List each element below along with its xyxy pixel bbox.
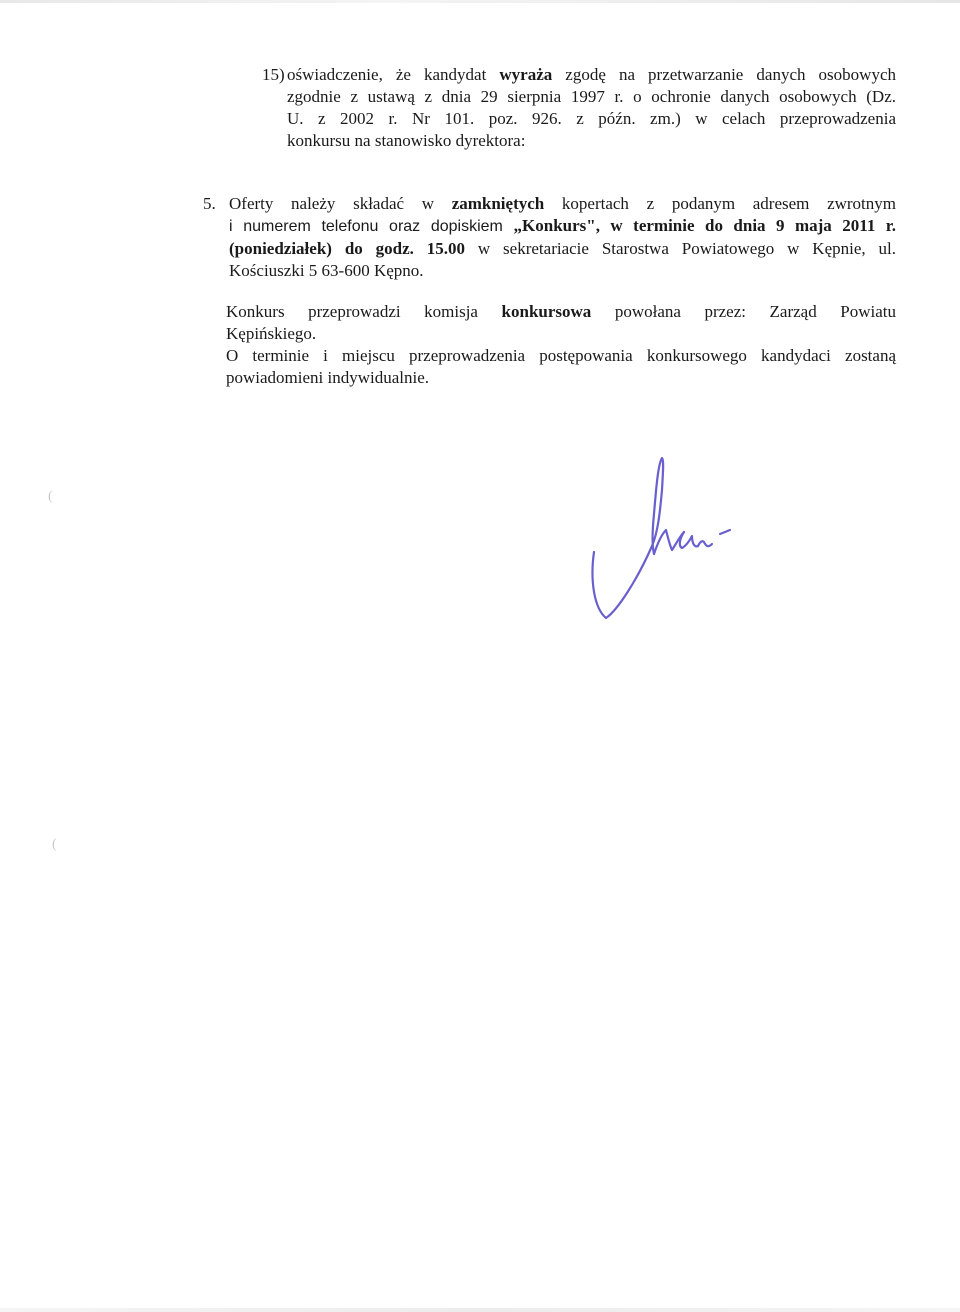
commission-bold: konkursowa	[501, 302, 592, 321]
commission-line-1	[226, 301, 896, 323]
item-5-line-3-bold: (poniedziałek) do godz. 15.00	[229, 239, 466, 258]
item-5-line-3	[229, 238, 896, 260]
scan-mark: (	[48, 489, 53, 504]
scan-mark: (	[52, 837, 57, 852]
item-5-line-1-text-before: Oferty należy składać w	[229, 194, 452, 213]
commission-before: Konkurs przeprowadzi komisja	[226, 302, 502, 321]
item-5-line-2-plain: i numerem telefonu oraz dopiskiem	[229, 218, 514, 235]
item-15-line-1-text-after: zgodę na przetwarzanie danych osobowych	[552, 65, 896, 84]
item-5-line-1-emphasis: zamkniętych	[451, 194, 545, 213]
item-15-number: 15)	[262, 65, 285, 84]
item-15-line-1-emphasis: wyraża	[499, 65, 553, 84]
notification-line-2: powiadomieni indywidualnie.	[226, 368, 430, 387]
item-15-line-2: zgodnie z ustawą z dnia 29 sierpnia 1997 r. o ochronie danych osobowych (Dz.	[287, 87, 896, 106]
item-5-line-1	[229, 193, 896, 215]
item-15-line-1-text-before: oświadczenie, że kandydat	[287, 65, 500, 84]
commission-line-2: Kępińskiego.	[226, 324, 317, 343]
item-5-line-2	[229, 215, 896, 238]
item-5-line-1-text-after: kopertach z podanym adresem zwrotnym	[544, 194, 897, 213]
notification-paragraph	[226, 345, 896, 389]
notification-line-1: O terminie i miejscu przeprowadzenia postępowania konkursowego kandydaci zostaną	[226, 346, 896, 365]
commission-after: powołana przez: Zarząd Powiatu	[591, 302, 896, 321]
item-5-line-3-plain: w sekretariacie Starostwa Powiatowego w Kępnie, ul.	[465, 239, 896, 258]
scan-bottom-edge	[0, 1308, 960, 1312]
item-15-line-4: konkursu na stanowisko dyrektora:	[287, 131, 526, 150]
commission-paragraph	[226, 301, 896, 345]
item-5-number: 5.	[203, 194, 216, 213]
item-15-line-1	[287, 64, 896, 86]
item-5-line-2-bold: „Konkurs", w terminie do dnia 9 maja 2011 r.	[513, 216, 897, 235]
scan-top-edge	[0, 0, 960, 3]
item-15-line-3: U. z 2002 r. Nr 101. poz. 926. z późn. zm.) w celach przeprowadzenia	[287, 109, 896, 128]
handwritten-signature	[580, 450, 750, 630]
item-5-line-4: Kościuszki 5 63-600 Kępno.	[229, 261, 424, 280]
